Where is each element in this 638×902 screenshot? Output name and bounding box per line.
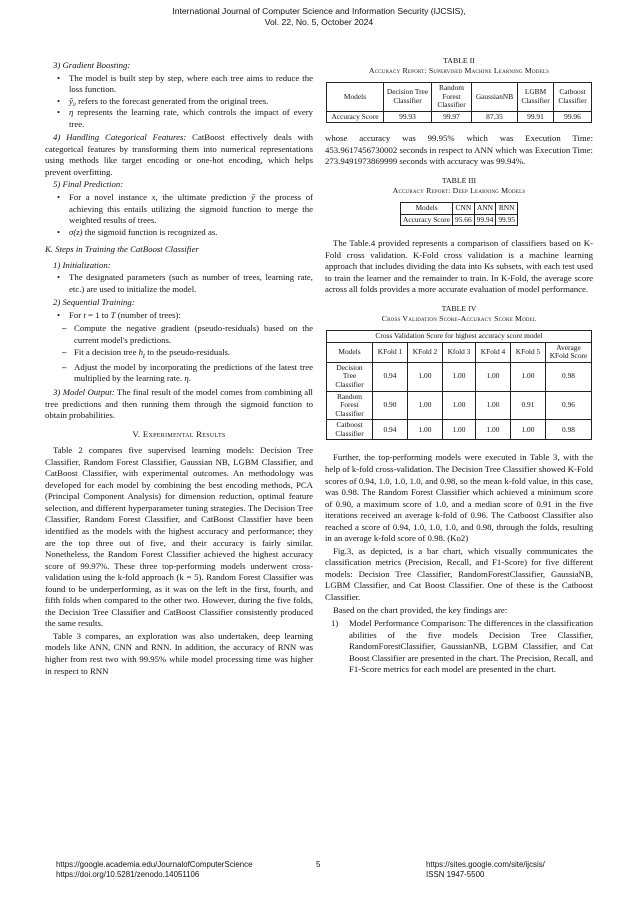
- math-symbol: η: [69, 107, 74, 118]
- table-header-cell: Models: [327, 342, 373, 362]
- paragraph-text: CatBoost effectively deals with categorical features by transforming them into numerical representations using methods like target encoding or one-hot encoding, which helps prevent overfitting.: [45, 132, 313, 177]
- table-header-cell: LGBM Classifier: [518, 83, 554, 112]
- key-findings-intro: Based on the chart provided, the key findings are:: [333, 604, 508, 615]
- table-header-cell: KFold 1: [373, 342, 408, 362]
- model-output-paragraph: [45, 387, 313, 422]
- table-header-cell: Models: [401, 203, 453, 215]
- table-cell: 1.00: [476, 362, 511, 391]
- math-symbol: σ(z): [69, 226, 83, 237]
- table-3: [400, 202, 518, 226]
- table-header-cell: Catboost Classifier: [554, 83, 592, 112]
- footer-right: [426, 860, 545, 881]
- table-4-caption: Cross Validation Score-Accuracy Score Model: [381, 313, 537, 323]
- list-item-text: , the ultimate prediction: [155, 192, 252, 203]
- footer-issn: ISSN 1947-5500: [426, 870, 485, 880]
- sequential-training-heading: 2) Sequential Training:: [53, 297, 135, 308]
- math-symbol: ŷ₀: [69, 95, 76, 106]
- table-cell: 99.93: [384, 111, 432, 123]
- left-column: [45, 60, 313, 678]
- table-cell: 0.94: [373, 362, 408, 391]
- list-item-text: Model Performance Comparison: The differences in the classification abilities of the five models Decision Tree Classifier, RandomForestClassifier, GaussianNB, LGBM Classifier, and Cat Boost Classifier are presented in the chart. The Precision, Recall, and F1-Score metrics for each model are presented in the chart.: [349, 618, 593, 675]
- list-item-text: (number of trees):: [115, 309, 181, 320]
- section-k-heading: K. Steps in Training the CatBoost Classifier: [45, 244, 199, 255]
- list-item-text: For a novel instance: [69, 192, 152, 203]
- kfold-results-paragraph: Further, the top-performing models were executed in Table 3, with the help of k-fold cross-validation. The Decision Tree Classifier showed K-Fold scores of 0.94, 1.0, 1.0, 1.0, and 0.98, so the mean k-fold value, in this case, was 0.98. The Random Forest Classifier which achieved a minimum score of 0.90, a maximum score of 1.0, and a median score of 0.91 in the five iterations received an average k-fold of 0.96. The Catboost Classifier also reached a score of 0.94, 1.0, 1.0, 1.0, and 0.98, through the folds, resulting in an average k-fold score of 0.98. (Ko2): [325, 452, 593, 544]
- table-cell: 1.00: [442, 420, 475, 440]
- table-3-title: TABLE III: [441, 176, 477, 186]
- table-row: [327, 111, 592, 123]
- sequential-training-list: [45, 310, 313, 322]
- list-item-text: refers to the forecast generated from the original trees.: [75, 95, 269, 106]
- table-header-row: [327, 83, 592, 112]
- table-header-row: [401, 203, 518, 215]
- list-item: [45, 362, 313, 385]
- table-cell: 1.00: [510, 420, 545, 440]
- math-symbol: x: [151, 192, 156, 203]
- table-header-cell: KFold 2: [407, 342, 442, 362]
- table-cell: 1.00: [407, 391, 442, 420]
- table-2: [326, 82, 592, 123]
- table-cell: 1.00: [510, 362, 545, 391]
- list-item-text: Adjust the model by incorporating the predictions of the latest tree multiplied by the learning rate.: [74, 361, 313, 384]
- table-header-cell: Decision Tree Classifier: [384, 83, 432, 112]
- table-cell: 99.95: [496, 214, 518, 226]
- table-4-title: TABLE IV: [441, 303, 477, 313]
- table-3-caption: Accuracy Report: Deep Learning Models: [392, 186, 526, 196]
- initialization-heading: 1) Initialization:: [53, 259, 111, 270]
- list-item-text: Fit a decision tree: [74, 346, 139, 357]
- table-cell: 0.90: [373, 391, 408, 420]
- table-header-cell: KFold 4: [476, 342, 511, 362]
- page-number: 5: [316, 860, 321, 869]
- list-item-text: .: [188, 373, 191, 384]
- list-item: [45, 323, 313, 346]
- list-item: [325, 618, 593, 676]
- table-span-header-row: [327, 330, 592, 342]
- table-header-cell: RNN: [496, 203, 518, 215]
- section-v-heading: V. Experimental Results: [132, 428, 226, 439]
- table-row: [401, 214, 518, 226]
- list-item: [45, 347, 313, 362]
- list-item-text: The model is built step by step, where each tree aims to reduce the loss function.: [69, 72, 313, 95]
- key-findings-list: [325, 618, 593, 676]
- table-header-row: [327, 342, 592, 362]
- final-prediction-heading: 5) Final Prediction:: [53, 179, 124, 190]
- math-subscript: t: [143, 351, 146, 360]
- footer-link-doi[interactable]: https://doi.org/10.5281/zenodo.14051106: [56, 870, 200, 880]
- table-cell: 0.98: [546, 362, 592, 391]
- table-2-caption: Accuracy Report: Supervised Machine Learning Models: [368, 66, 550, 75]
- footer-link-site[interactable]: https://sites.google.com/site/ijcsis/: [426, 860, 545, 869]
- math-symbol: T: [110, 309, 116, 320]
- table-row-label: Accuracy Score: [327, 111, 384, 123]
- table-header-cell: Kfold 3: [442, 342, 475, 362]
- journal-header: [0, 6, 638, 28]
- figure-3-paragraph: Fig.3, as depicted, is a bar chart, which visually communicates the classification metrics (Precision, Recall, and F1-Score) for five different models: Decision Tree Classifier, RandomForestClassifier, GaussiaNB, LGBM Classifier, and Cat Boost Classifier. One of these is the Catboost Classifier.: [325, 545, 593, 603]
- table-row: [327, 362, 592, 391]
- list-item: [45, 107, 313, 130]
- table-row-label: Catboost Classifier: [327, 420, 373, 440]
- list-item: [45, 96, 313, 108]
- table-header-cell: Average KFold Score: [546, 342, 592, 362]
- table-header-cell: CNN: [453, 203, 475, 215]
- table-cell: 0.96: [546, 391, 592, 420]
- math-symbol: η: [184, 373, 189, 384]
- table-cell: 87.35: [472, 111, 518, 123]
- table-cell: 1.00: [476, 391, 511, 420]
- table-header-cell: Random Forest Classifier: [432, 83, 472, 112]
- table-row: [327, 420, 592, 440]
- experimental-results-paragraph-1: Table 2 compares five supervised learning models: Decision Tree Classifier, Random Forest Classifier, Gaussian NB, LGBM Classifier, and CatBoost Classifier, with experimental outcomes. An methodology was developed for each model by combining the best encoding methods, PCA (Principal Component Analysis) for dimension reduction, optimal feature selection, and different hyperparameter tuning strategies. The Decision Tree Classifier, Random Forest Classifier, and CatBoost Classifier have been identified as the models with the highest accuracy and performance; they are the top three out of five, and their accuracy is fairly similar. Nonetheless, the Random Forest Classifier achieved the highest accuracy score of 99.97%. These three top-performing models underwent cross-validation using the k-fold approach (k = 5). Random Forest Classifier was found to be underperforming, as it was on the left in the first, fourth, and fifth folds when compared to the other two. However, during the five folds, the Decision Tree Classifier and CatBoost Classifier consistently produced the same results.: [45, 445, 313, 629]
- list-item-text: Compute the negative gradient (pseudo-residuals) based on the current model's predictions.: [74, 323, 313, 346]
- right-column: [325, 56, 593, 676]
- paragraph-text: The final result of the model comes from combining all tree predictions and then running them through the sigmoid function to obtain probabilities.: [45, 386, 313, 421]
- execution-time-paragraph: whose accuracy was 99.95% which was Execution Time: 453.9617456730002 seconds in respect to ANN which was Execution Time: 273.9491973869999 seconds with accuracy was 99.94%.: [325, 133, 593, 167]
- list-item-text: The designated parameters (such as number of trees, learning rate, etc.) are used to initialize the model.: [69, 272, 313, 294]
- table-row-label: Decision Tree Classifier: [327, 362, 373, 391]
- table-row-label: Accuracy Score: [401, 214, 453, 226]
- list-number: 1): [331, 618, 339, 629]
- table-cell: 0.91: [510, 391, 545, 420]
- table-cell: 1.00: [476, 420, 511, 440]
- list-item: [45, 310, 313, 322]
- table-cell: 0.94: [373, 420, 408, 440]
- list-item-text: For: [69, 309, 84, 320]
- table-cell: 0.98: [546, 420, 592, 440]
- journal-name: International Journal of Computer Science and Information Security (IJCSIS),: [172, 6, 466, 16]
- table-cell: 1.00: [407, 362, 442, 391]
- final-prediction-list: [45, 192, 313, 238]
- inline-heading: 4) Handling Categorical Features:: [53, 132, 187, 143]
- sequential-training-sublist: [45, 323, 313, 384]
- table-4: [326, 330, 592, 441]
- footer-left: [56, 860, 253, 881]
- list-item-text: the process of achieving this entails utilizing the sigmoid function to merge the weighted results of trees.: [69, 192, 313, 226]
- list-item: [45, 192, 313, 227]
- math-symbol: h: [138, 346, 144, 357]
- table-span-header: Cross Validation Score for highest accuracy score model: [327, 330, 592, 342]
- table-cell: 99.91: [518, 111, 554, 123]
- gradient-boosting-heading: 3) Gradient Boosting:: [53, 60, 131, 70]
- table-row-label: Random Forest Classifier: [327, 391, 373, 420]
- list-item-text: the sigmoid function is recognized as.: [82, 226, 218, 237]
- table-cell: 99.96: [554, 111, 592, 123]
- inline-heading: 3) Model Output:: [53, 386, 115, 397]
- table-2-title: TABLE II: [443, 56, 475, 65]
- list-item: [45, 227, 313, 239]
- table-cell: 99.97: [432, 111, 472, 123]
- list-item: [45, 73, 313, 96]
- table-header-cell: GaussianNB: [472, 83, 518, 112]
- table-row: [327, 391, 592, 420]
- journal-issue: Vol. 22, No. 5, October 2024: [264, 17, 374, 27]
- gradient-boosting-list: [45, 73, 313, 131]
- table-header-cell: Models: [327, 83, 384, 112]
- initialization-list: [45, 272, 313, 295]
- experimental-results-paragraph-2: Table 3 compares, an exploration was also undertaken, deep learning models like ANN, CNN and RNN. In addition, the accuracy of RNN was higher from rest two with 99.95% while model processing time was higher in respect to RNN: [45, 630, 313, 676]
- list-item-text: to the pseudo-residuals.: [145, 346, 231, 357]
- footer-link-academia[interactable]: https://google.academia.edu/JournalofComputerScience: [56, 860, 253, 869]
- list-item-text: represents the learning rate, which controls the impact of every tree.: [69, 107, 313, 129]
- table-header-cell: KFold 5: [510, 342, 545, 362]
- table-cell: 99.94: [474, 214, 496, 226]
- math-symbol: t: [83, 309, 86, 320]
- list-item: [45, 272, 313, 295]
- kfold-intro-paragraph: The Table.4 provided represents a comparison of classifiers based on K-Fold cross validation. K-Fold cross validation is a machine learning approach that includes dividing the data into Ks subsets, with each test used to train the learner and the remainder to train. In K-Fold, the average score across all folds provides a more accurate evaluation of model performance.: [325, 238, 593, 295]
- table-cell: 1.00: [407, 420, 442, 440]
- list-item-text: = 1 to: [85, 309, 111, 320]
- math-symbol: ŷ: [251, 192, 255, 203]
- table-header-cell: ANN: [474, 203, 496, 215]
- categorical-features-paragraph: [45, 132, 313, 178]
- table-cell: 1.00: [442, 362, 475, 391]
- table-cell: 1.00: [442, 391, 475, 420]
- table-cell: 95.66: [453, 214, 475, 226]
